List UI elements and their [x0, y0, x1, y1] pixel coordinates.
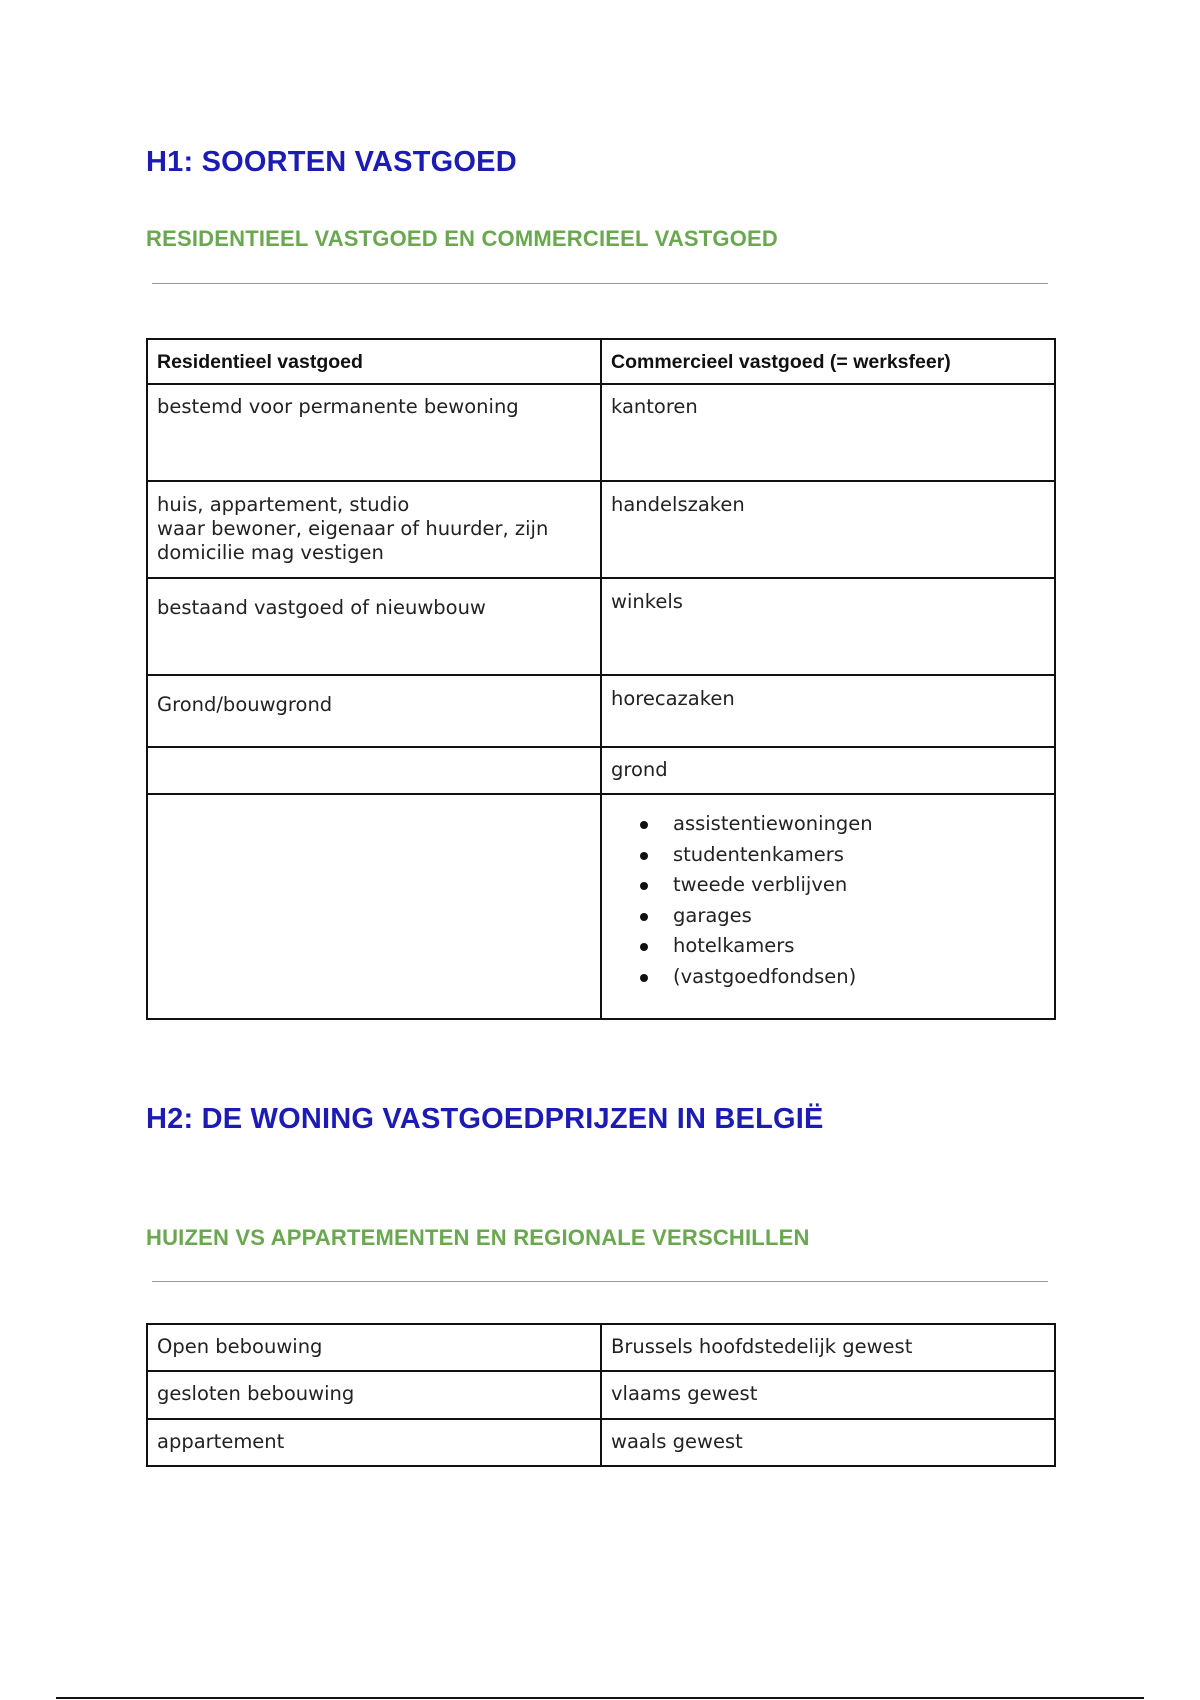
cell-text: waar bewoner, eigenaar of huurder, zijn domicilie mag vestigen [157, 517, 549, 564]
list-item: tweede verblijven [673, 870, 1045, 901]
list-item: (vastgoedfondsen) [673, 962, 1045, 993]
table-row [147, 578, 1055, 675]
section1-divider [152, 283, 1048, 284]
table-cell [147, 481, 601, 578]
table-cell [147, 384, 601, 481]
table-header-row [147, 339, 1055, 384]
table-cell: grond [601, 747, 1055, 794]
table-row [147, 794, 1055, 1019]
table-cell [601, 794, 1055, 1019]
table-cell: gesloten bebouwing [147, 1371, 601, 1419]
list-item: assistentiewoningen [673, 809, 1045, 840]
table-row [147, 384, 1055, 481]
section1-heading: H1: SOORTEN VASTGOED [146, 146, 517, 178]
table-cell: waals gewest [601, 1419, 1055, 1466]
cell-text: bestaand vastgoed of nieuwbouw [157, 596, 486, 619]
list-item: hotelkamers [673, 931, 1045, 962]
cell-text: bestemd voor permanente bewoning [157, 395, 519, 418]
list-item: studentenkamers [673, 840, 1045, 871]
table-cell [147, 675, 601, 747]
section2-divider [152, 1281, 1048, 1282]
section1-subheading: RESIDENTIEEL VASTGOED EN COMMERCIEEL VASTGOED [146, 226, 779, 251]
table-row [147, 1324, 1055, 1371]
table-cell: handelszaken [601, 481, 1055, 578]
table-row [147, 1371, 1055, 1419]
header-commercieel: Commercieel vastgoed (= werksfeer) [601, 339, 1055, 384]
table-cell: Brussels hoofdstedelijk gewest [601, 1324, 1055, 1371]
header-residentieel: Residentieel vastgoed [147, 339, 601, 384]
table-cell: horecazaken [601, 675, 1055, 747]
cell-text: huis, appartement, studio [157, 493, 410, 516]
table-cell-empty [147, 794, 601, 1019]
table-cell: vlaams gewest [601, 1371, 1055, 1419]
cell-text: Grond/bouwgrond [157, 693, 333, 716]
prices-table [146, 1323, 1056, 1467]
table-cell: appartement [147, 1419, 601, 1466]
table-cell [147, 578, 601, 675]
table-cell: winkels [601, 578, 1055, 675]
bullet-list [611, 809, 1045, 992]
vastgoed-types-table [146, 338, 1056, 1020]
table-row [147, 675, 1055, 747]
table-row [147, 747, 1055, 794]
table-cell: Open bebouwing [147, 1324, 601, 1371]
table-cell: kantoren [601, 384, 1055, 481]
section2-heading: H2: DE WONING VASTGOEDPRIJZEN IN BELGIË [146, 1103, 824, 1135]
table-cell-empty [147, 747, 601, 794]
table-row [147, 481, 1055, 578]
section2-subheading: HUIZEN VS APPARTEMENTEN EN REGIONALE VERSCHILLEN [146, 1225, 810, 1250]
table-row [147, 1419, 1055, 1466]
page-bottom-rule [56, 1697, 1144, 1699]
list-item: garages [673, 901, 1045, 932]
